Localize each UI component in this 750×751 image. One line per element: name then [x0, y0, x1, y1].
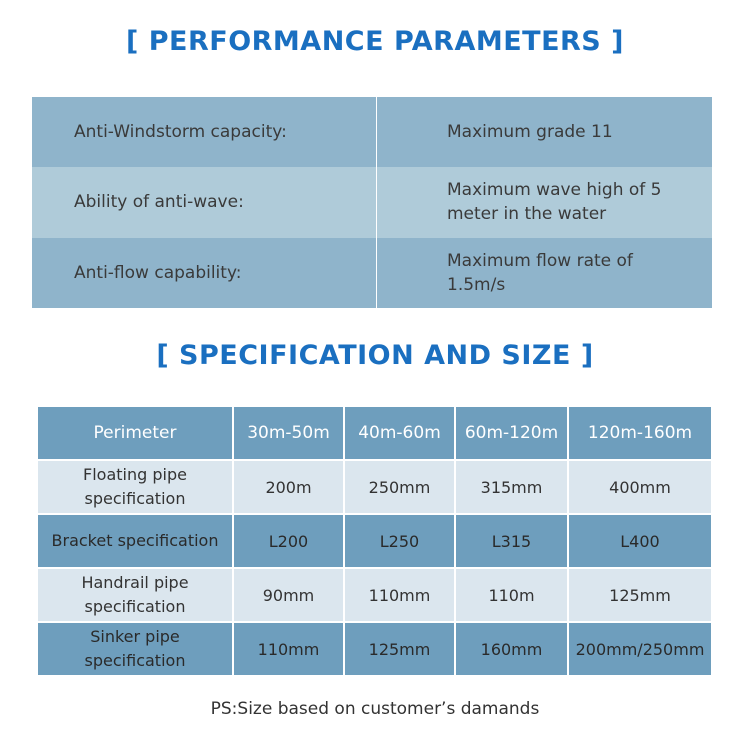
table-cell: 250mm	[344, 460, 455, 514]
header-cell: 30m-50m	[233, 406, 344, 460]
header-cell: 120m-160m	[568, 406, 712, 460]
table-cell: L250	[344, 514, 455, 568]
row-label: Handrail pipe specification	[37, 568, 233, 622]
table-cell: 315mm	[455, 460, 568, 514]
table-cell: L400	[568, 514, 712, 568]
table-row	[32, 238, 712, 308]
table-row	[32, 97, 712, 167]
table-header-row	[37, 406, 712, 460]
performance-title: [ PERFORMANCE PARAMETERS ]	[125, 26, 624, 57]
param-value: Maximum wave high of 5 meter in the water	[377, 167, 713, 237]
param-label: Anti-flow capability:	[32, 238, 377, 308]
table-row	[37, 622, 712, 676]
table-cell: 110m	[455, 568, 568, 622]
row-label: Sinker pipe specification	[37, 622, 233, 676]
table-cell: 90mm	[233, 568, 344, 622]
row-label: Bracket specification	[37, 514, 233, 568]
performance-table	[32, 97, 712, 308]
param-value: Maximum grade 11	[377, 97, 713, 167]
table-cell: L200	[233, 514, 344, 568]
header-cell: 40m-60m	[344, 406, 455, 460]
table-cell: 200m	[233, 460, 344, 514]
table-row	[37, 568, 712, 622]
table-cell: 400mm	[568, 460, 712, 514]
table-row	[37, 514, 712, 568]
table-cell: 125mm	[344, 622, 455, 676]
footnote: PS:Size based on customer’s damands	[210, 699, 540, 719]
table-cell: L315	[455, 514, 568, 568]
table-cell: 160mm	[455, 622, 568, 676]
header-cell: Perimeter	[37, 406, 233, 460]
specification-title: [ SPECIFICATION AND SIZE ]	[156, 340, 594, 371]
param-value: Maximum flow rate of 1.5m/s	[377, 238, 713, 308]
table-cell: 110mm	[344, 568, 455, 622]
specification-table	[36, 405, 713, 677]
table-cell: 125mm	[568, 568, 712, 622]
row-label: Floating pipe specification	[37, 460, 233, 514]
table-row	[32, 167, 712, 237]
table-cell: 200mm/250mm	[568, 622, 712, 676]
table-row	[37, 460, 712, 514]
header-cell: 60m-120m	[455, 406, 568, 460]
param-label: Ability of anti-wave:	[32, 167, 377, 237]
table-cell: 110mm	[233, 622, 344, 676]
param-label: Anti-Windstorm capacity:	[32, 97, 377, 167]
